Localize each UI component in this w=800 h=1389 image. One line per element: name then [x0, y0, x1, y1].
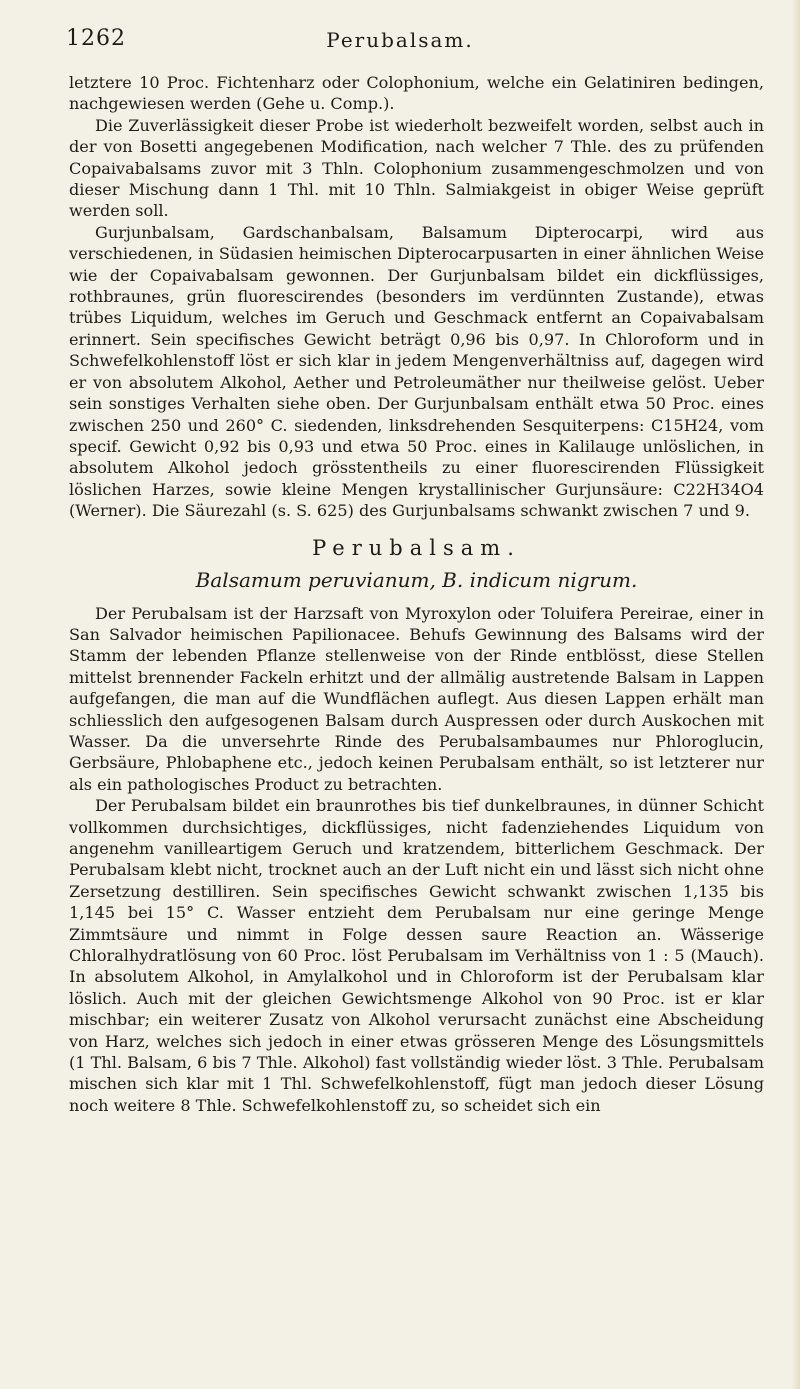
page-header [0, 26, 800, 56]
page-number: 1262 [66, 26, 126, 51]
paragraph-1: letztere 10 Proc. Fichtenharz oder Colophonium, welche ein Gelatiniren bedingen, nachgewiesen werden (Gehe u. Comp.). [69, 73, 764, 114]
paragraph-perubalsam-origin: Der Perubalsam ist der Harzsaft von Myroxylon oder Toluifera Pereirae, einer in San Salvador heimischen Papilionacee. Behufs Gewinnung des Balsams wird der Stamm der lebenden Pflanze stellenweise von der Rinde entblösst, diese Stellen mittelst brennender Fackeln erhitzt und der allmälig austretende Balsam in Lappen aufgefangen, die man auf die Wundflächen auflegt. Aus diesen Lappen erhält man schliesslich den aufgesogenen Balsam durch Auspressen oder durch Auskochen mit Wasser. Da die unversehrte Rinde des Perubalsambaumes nur Phloroglucin, Gerbsäure, Phlobaphene etc., jedoch keinen Perubalsam enthält, so ist letzterer nur als ein pathologisches Product zu betrachten. [69, 603, 764, 794]
body-text [69, 72, 764, 1116]
page-edge-shadow [792, 0, 800, 1389]
section-subheading: Balsamum peruvianum, B. indicum nigrum. [195, 567, 638, 592]
paragraph-perubalsam-properties: Der Perubalsam bildet ein braunrothes bis tief dunkelbraunes, in dünner Schicht vollkommen durchsichtiges, dickflüssiges, nicht fadenziehendes Liquidum von angenehm vanilleartigem Geruch und kratzendem, bitterlichem Geschmack. Der Perubalsam klebt nicht, trocknet auch an der Luft nicht ein und lässt sich nicht ohne Zersetzung destilliren. Sein specifisches Gewicht schwankt zwischen 1,135 bis 1,145 bei 15° C. Wasser entzieht dem Perubalsam nur eine geringe Menge Zimmtsäure und nimmt in Folge dessen saure Reaction an. Wässerige Chloralhydratlösung von 60 Proc. löst Perubalsam im Verhältniss von 1 : 5 (Mauch). In absolutem Alkohol, in Amylalkohol und in Chloroform ist der Perubalsam klar löslich. Auch mit der gleichen Gewichtsmenge Alkohol von 90 Proc. ist er klar mischbar; ein weiterer Zusatz von Alkohol verursacht zunächst eine Abscheidung von Harz, welches sich jedoch in einer etwas grösseren Menge des Lösungsmittels (1 Thl. Balsam, 6 bis 7 Thle. Alkohol) fast vollständig wieder löst. 3 Thle. Perubalsam mischen sich klar mit 1 Thl. Schwefelkohlenstoff, fügt man jedoch dieser Lösung noch weitere 8 Thle. Schwefelkohlenstoff zu, so scheidet sich ein [69, 796, 764, 1115]
paragraph-2: Die Zuverlässigkeit dieser Probe ist wiederholt bezweifelt worden, selbst auch in der von Bosetti angegebenen Modification, nach welcher 7 Thle. des zu prüfenden Copaivabalsams zuvor mit 3 Thln. Colophonium zusammengeschmolzen und von dieser Mischung dann 1 Thl. mit 10 Thln. Salmiakgeist in obiger Weise geprüft werden soll. [69, 115, 764, 221]
paragraph-gurjunbalsam: Gurjunbalsam, Gardschanbalsam, Balsamum Dipterocarpi, wird aus verschiedenen, in Südasien heimischen Dipterocarpusarten in einer ähnlichen Weise wie der Copaivabalsam gewonnen. Der Gurjunbalsam bildet ein dickflüssiges, rothbraunes, grün fluorescirendes (besonders im verdünnten Zustande), etwas trübes Liquidum, welches im Geruch und Geschmack entfernt an Copaivabalsam erinnert. Sein specifisches Gewicht beträgt 0,96 bis 0,97. In Chloroform und in Schwefelkohlenstoff löst er sich klar in jedem Mengenverhältniss auf, dagegen wird er von absolutem Alkohol, Aether und Petroleumäther nur theilweise gelöst. Ueber sein sonstiges Verhalten siehe oben. Der Gurjunbalsam enthält etwa 50 Proc. eines zwischen 250 und 260° C. siedenden, linksdrehenden Sesquiterpens: C15H24, vom specif. Gewicht 0,92 bis 0,93 und etwa 50 Proc. eines in Kalilauge unlöslichen, in absolutem Alkohol jedoch grösstentheils zu einer fluorescirenden Flüssigkeit löslichen Harzes, sowie kleine Mengen krystallinischer Gurjunsäure: C22H34O4 (Werner). Die Säurezahl (s. S. 625) des Gurjunbalsams schwankt zwischen 7 und 9. [69, 222, 764, 521]
section-heading: Perubalsam. [312, 535, 521, 560]
running-head: Perubalsam. [326, 28, 474, 52]
